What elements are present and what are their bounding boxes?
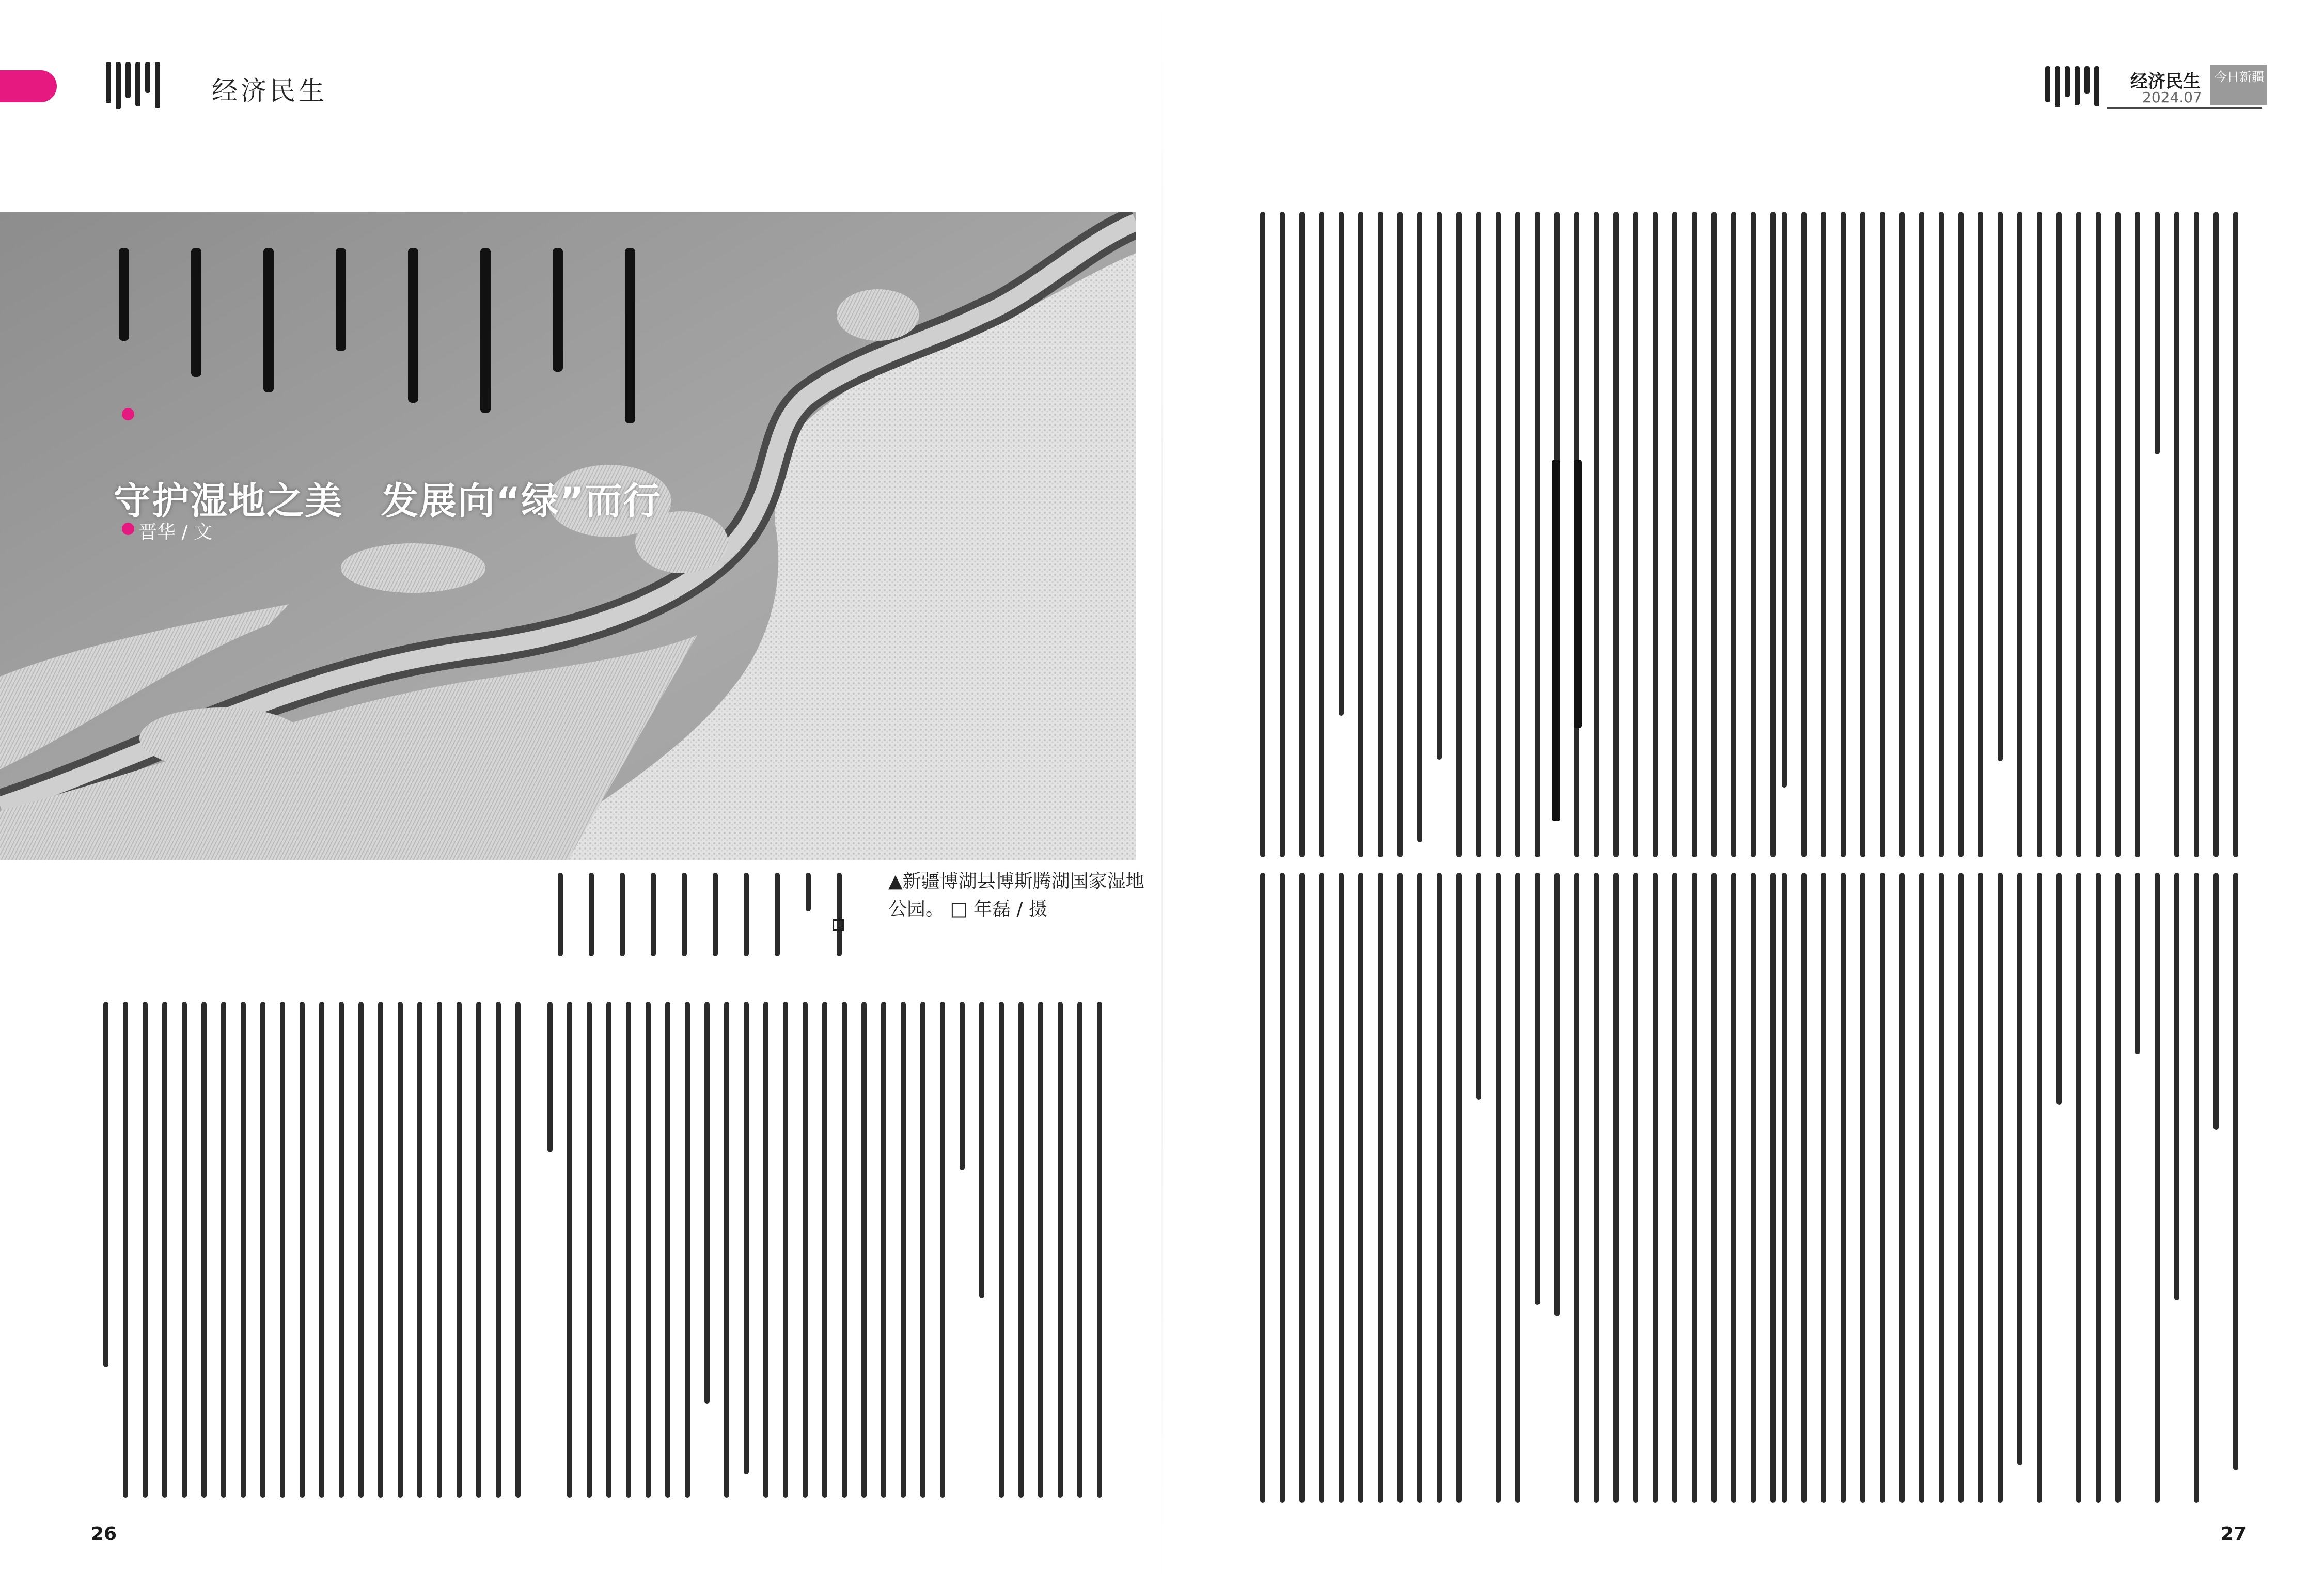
text-line [558, 873, 563, 956]
text-line [1260, 873, 1265, 1503]
text-line [606, 1002, 611, 1498]
body-column-right-2 [1782, 212, 2247, 857]
section-subheading [1552, 460, 1593, 821]
text-line [358, 1002, 364, 1498]
text-line [861, 1002, 867, 1498]
text-line [1613, 212, 1619, 857]
text-line [1801, 873, 1807, 1503]
text-line [665, 1002, 670, 1498]
text-line [620, 873, 625, 956]
text-line [2135, 873, 2140, 1054]
text-line [221, 1002, 226, 1498]
text-line [1958, 212, 1964, 857]
text-line [2174, 873, 2179, 1300]
text-line [1594, 873, 1599, 1503]
text-line [783, 1002, 788, 1498]
wetland-aerial-photo [0, 212, 1136, 860]
text-line [1397, 873, 1403, 1503]
text-line [1496, 212, 1501, 857]
text-line [1860, 873, 1865, 1503]
byline-dot [122, 523, 134, 535]
text-line [1397, 212, 1403, 857]
text-line [920, 1002, 925, 1498]
text-line [378, 1002, 383, 1498]
text-line [1535, 873, 1540, 1305]
section-title-mongolian [106, 62, 160, 109]
text-line [103, 1002, 108, 1367]
text-line [1711, 212, 1717, 857]
text-line [822, 1002, 827, 1498]
text-line [2096, 873, 2101, 1503]
text-line [1939, 212, 1944, 857]
text-line [2017, 212, 2022, 857]
text-line [496, 1002, 501, 1498]
text-line [1880, 873, 1885, 1503]
text-line [2213, 873, 2219, 1130]
text-line [1860, 212, 1865, 857]
subheading-line [1574, 460, 1582, 728]
text-line [1339, 212, 1344, 716]
text-line [1899, 212, 1905, 857]
text-line [940, 1002, 945, 1498]
text-line [1731, 873, 1736, 1503]
section-title-left: 经济民生 [212, 76, 327, 106]
text-line [1782, 873, 1787, 1503]
text-line [2096, 212, 2101, 857]
text-line [123, 1002, 128, 1498]
body-column-left-1 [103, 1002, 527, 1498]
text-line [842, 1002, 847, 1498]
text-line [803, 1002, 808, 1498]
section-title-right: 经济民生 [2130, 71, 2201, 92]
text-line [1978, 873, 1983, 1503]
text-line [587, 1002, 592, 1498]
text-line [280, 1002, 285, 1498]
text-line [300, 1002, 305, 1498]
text-line [999, 1002, 1004, 1498]
header-rule [2107, 107, 2262, 109]
text-line [1280, 873, 1285, 1503]
text-line [1260, 212, 1265, 857]
section-title-mongolian-right [2045, 66, 2099, 107]
text-line [646, 1002, 651, 1498]
text-line [1378, 212, 1383, 857]
text-line [2233, 212, 2238, 857]
text-line [685, 1002, 690, 1498]
photo-caption: ▲新疆博湖县博斯腾湖国家湿地公园。 □ 年磊 / 摄 [888, 871, 1144, 920]
accent-dot [122, 408, 134, 420]
text-line [1456, 212, 1462, 857]
text-line [775, 873, 780, 956]
text-line [1476, 873, 1481, 1100]
text-line [1319, 873, 1324, 1503]
text-line [1880, 212, 1885, 857]
text-line [319, 1002, 324, 1498]
text-line [881, 1002, 886, 1498]
text-line [2233, 873, 2238, 1470]
text-line [626, 1002, 631, 1498]
text-line [1770, 212, 1776, 857]
text-line [182, 1002, 187, 1498]
text-line [2155, 212, 2160, 454]
text-line [1633, 873, 1638, 1503]
text-line [1919, 873, 1924, 1503]
issue-date: 2024.07 [2142, 89, 2202, 106]
text-line [1097, 1002, 1102, 1498]
text-line [1358, 212, 1363, 857]
text-line [1417, 873, 1422, 1503]
text-line [2115, 873, 2121, 1503]
text-line [1751, 873, 1756, 1503]
text-line [2037, 212, 2042, 857]
body-column-left-2 [547, 1002, 1116, 1498]
text-line [1280, 212, 1285, 857]
text-line [515, 1002, 521, 1498]
text-line [1437, 212, 1442, 760]
text-line [1554, 873, 1560, 1316]
text-line [1496, 873, 1501, 1503]
text-line [806, 873, 811, 911]
body-column-right-1 [1260, 212, 1782, 857]
photographer-marker [833, 919, 844, 931]
text-line [682, 873, 687, 956]
text-line [1515, 873, 1520, 1503]
text-line [1437, 873, 1442, 1503]
text-line [2076, 212, 2081, 857]
text-line [1299, 212, 1305, 857]
text-line [1417, 212, 1422, 842]
text-line [1535, 212, 1540, 857]
text-line [1711, 873, 1717, 1503]
text-line [1899, 873, 1905, 1503]
text-line [1358, 873, 1363, 1503]
text-line [1613, 873, 1619, 1503]
text-line [398, 1002, 403, 1498]
text-line [1299, 873, 1305, 1503]
text-line [1653, 873, 1658, 1503]
text-line [143, 1002, 148, 1498]
magazine-logo: 今日新疆 [2210, 65, 2267, 105]
article-title: 守护湿地之美 发展向“绿”而行 [114, 479, 662, 523]
text-line [1841, 873, 1846, 1503]
text-line [547, 1002, 553, 1152]
text-line [2155, 873, 2160, 1503]
text-line [744, 1002, 749, 1474]
text-line [2056, 873, 2062, 1105]
text-line [2076, 873, 2081, 1503]
text-line [457, 1002, 462, 1498]
text-line [1841, 212, 1846, 857]
text-line [437, 1002, 442, 1498]
text-line [1782, 212, 1787, 788]
text-line [1958, 873, 1964, 1503]
text-line [339, 1002, 344, 1498]
text-line [724, 1002, 729, 1498]
text-line [1998, 873, 2003, 1503]
page-gutter [1161, 0, 1163, 1588]
body-column-right-4 [1782, 873, 2247, 1503]
text-line [651, 873, 656, 956]
body-column-right-3 [1260, 873, 1782, 1503]
photo-caption-mongolian [558, 873, 868, 966]
text-line [2194, 212, 2199, 857]
text-line [1692, 212, 1697, 857]
text-line [201, 1002, 207, 1498]
text-line [417, 1002, 422, 1498]
text-line [713, 873, 718, 956]
text-line [901, 1002, 906, 1498]
section-tab-marker [0, 70, 57, 102]
text-line [2174, 212, 2179, 857]
text-line [704, 1002, 710, 1404]
text-line [241, 1002, 246, 1498]
text-line [979, 1002, 984, 1298]
text-line [2037, 873, 2042, 1503]
text-line [260, 1002, 265, 1498]
text-line [2194, 873, 2199, 1503]
text-line [567, 1002, 572, 1498]
text-line [1515, 212, 1520, 857]
text-line [1672, 212, 1677, 857]
text-line [1939, 873, 1944, 1503]
title-mongolian [119, 248, 635, 423]
text-line [1456, 873, 1462, 1503]
text-line [1978, 212, 1983, 857]
text-line [1058, 1002, 1063, 1498]
article-byline: 晋华 / 文 [138, 522, 213, 543]
text-line [1919, 212, 1924, 857]
text-line [1633, 212, 1638, 857]
text-line [162, 1002, 167, 1498]
text-line [1801, 212, 1807, 857]
text-line [1821, 873, 1826, 1503]
text-line [1692, 873, 1697, 1503]
text-line [2135, 212, 2140, 857]
text-line [1476, 212, 1481, 857]
text-line [1038, 1002, 1043, 1498]
text-line [1731, 212, 1736, 857]
text-line [1339, 873, 1344, 1503]
text-line [589, 873, 594, 956]
text-line [1998, 212, 2003, 761]
text-line [1821, 212, 1826, 857]
text-line [2213, 212, 2219, 857]
text-line [2017, 873, 2022, 1465]
text-line [1574, 873, 1579, 1503]
text-line [763, 1002, 768, 1498]
subheading-line [1552, 460, 1560, 821]
text-line [2056, 212, 2062, 857]
text-line [1751, 212, 1756, 857]
text-line [744, 873, 749, 956]
text-line [1077, 1002, 1082, 1498]
text-line [837, 873, 842, 956]
text-line [1018, 1002, 1024, 1498]
text-line [1594, 212, 1599, 857]
page-number-right: 27 [2221, 1523, 2247, 1545]
text-line [1319, 212, 1324, 857]
text-line [476, 1002, 481, 1498]
text-line [1653, 212, 1658, 857]
text-line [1672, 873, 1677, 1503]
text-line [1770, 873, 1776, 1503]
text-line [1378, 873, 1383, 1503]
page-number-left: 26 [91, 1523, 117, 1545]
text-line [2115, 212, 2121, 857]
text-line [960, 1002, 965, 1170]
